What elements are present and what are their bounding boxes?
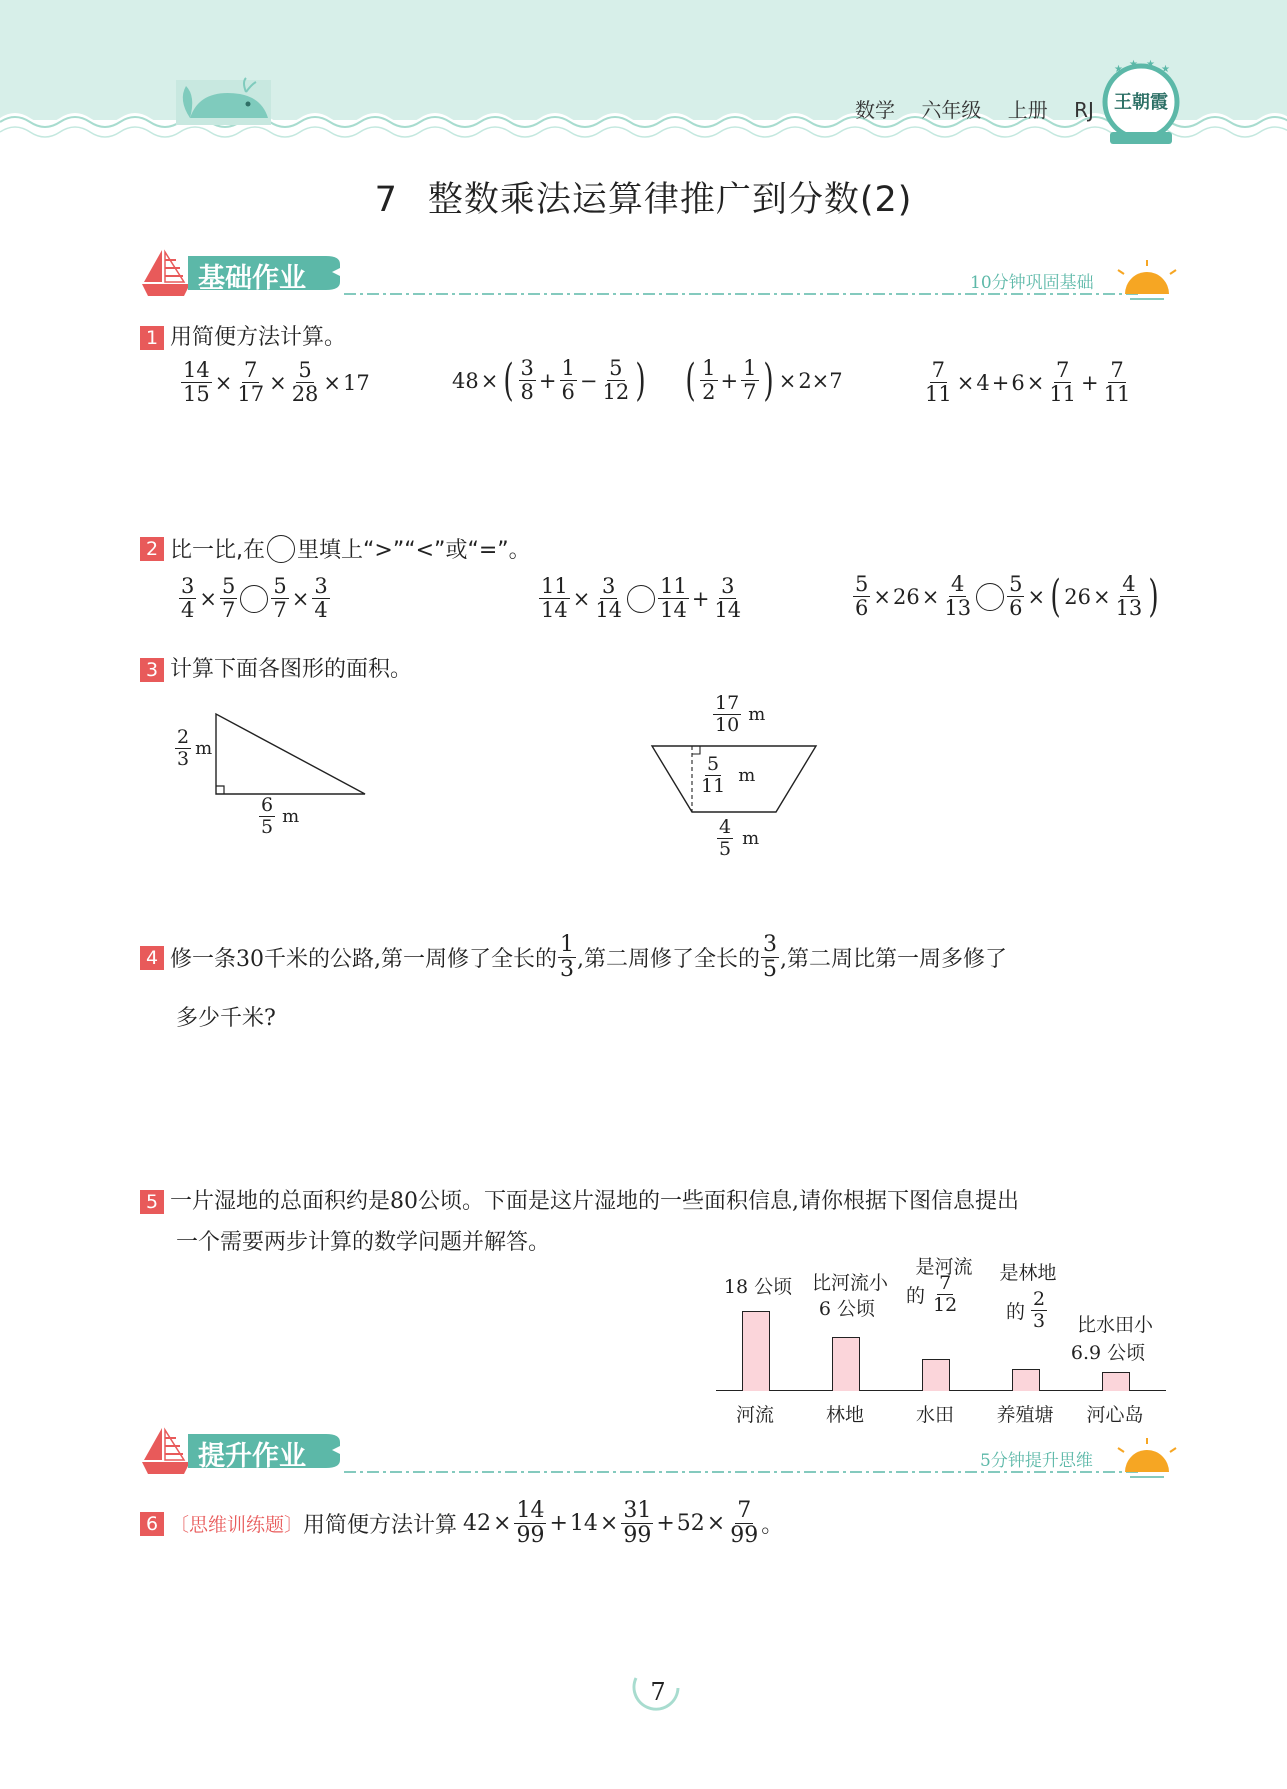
circle-blank-icon [267,535,295,563]
frac-num: 11 [660,574,687,598]
frac-den: 14 [541,598,568,622]
frac-num: 4 [1122,572,1136,596]
sun-icon [1118,260,1176,302]
factor: 26 [1064,584,1091,609]
sailboat-icon [142,1428,190,1474]
frac-den: 11 [1103,382,1131,406]
frac-den: 14 [595,598,623,622]
triangle-height-label [174,728,212,769]
frac-num: 5 [1009,572,1023,596]
factor: 48 [452,368,479,393]
header-band [0,0,1287,155]
answer-circle[interactable] [627,585,655,613]
header-volume: 上册 [1007,98,1048,122]
frac-num: 7 [1110,358,1124,382]
factor: 4 [976,370,990,395]
frac-den: 5 [719,838,732,860]
whale-icon [176,78,271,125]
frac-den: 7 [743,380,757,404]
frac-den: 4 [314,598,328,622]
annotation-pond-a: 是林地 [999,1262,1057,1284]
page-title [0,172,1287,222]
trapezoid-bottom-label [716,818,759,859]
annotation-pond-b: 的 [1006,1301,1026,1323]
frac-num: 14 [516,1498,545,1523]
frac-den: 10 [715,714,740,736]
q6-tag: 〔思维训练题〕 [170,1514,304,1536]
annotation-forest-a: 比河流小 [811,1272,888,1294]
q2-prompt [140,533,531,564]
q6-line: 6 〔思维训练题〕 用简便方法计算 42 × $\frac{14}{99}$ + 14 × $\frac{31}{99}$ + 52 × $\frac{7}{99}$ 。 [140,1500,783,1547]
frac-den: 13 [1115,596,1143,620]
frac-den: 2 [702,380,716,404]
frac-den: 99 [516,1523,545,1548]
trapezoid-top-label [712,694,765,735]
frac-num: 2 [1033,1288,1046,1310]
frac-den: 4 [181,598,195,622]
frac-den: 7 [221,598,236,622]
q2-number: 2 [140,537,164,561]
svg-text:★: ★ [1146,59,1155,70]
frac-num: 3 [763,932,777,957]
frac-num: 3 [314,574,328,598]
trapezoid-height-label [698,755,755,796]
frac-den: 12 [933,1294,958,1316]
frac-num: 14 [183,358,210,382]
chart-bar [1012,1369,1040,1391]
q6-end: 。 [761,1513,784,1538]
section-advanced-label: 提升作业 [198,1441,306,1472]
q2-compare-3: $\frac{5}{6}$ × 26 × $\frac{4}{13}$ $\frac{5}{6}$ × ( 26 × $\frac{4}{13}$ ) [855,570,1160,622]
q5-number: 5 [140,1190,164,1214]
annotation-island-b: 6.9 公顷 [1070,1342,1146,1364]
unit: m [195,738,213,759]
frac-den: 99 [623,1523,652,1548]
chart-bar [832,1337,860,1391]
frac-num: 17 [715,692,740,714]
q1-expr-4: $\frac{7}{11}$ × 4 + 6 × $\frac{7}{11}$ + $\frac{7}{11}$ [925,358,1131,406]
chart-category-label: 林地 [825,1404,864,1426]
lesson-title: 整数乘法运算律推广到分数(2) [427,180,913,220]
triangle-base-label [258,796,299,837]
frac-den: 6 [1009,596,1023,620]
q1-number: 1 [140,326,164,350]
unit: m [282,806,300,827]
frac-den: 99 [730,1523,759,1548]
frac-num: 5 [707,753,720,775]
annotation-paddy-a: 是河流 [915,1256,973,1278]
answer-circle[interactable] [976,583,1004,611]
q2-compare-2: $\frac{11}{14}$ × $\frac{3}{14}$ $\frac{11}{14}$ + $\frac{3}{14}$ [541,574,742,622]
q4-text-a: 修一条30千米的公路,第一周修了全长的 [170,947,557,972]
frac-den: 7 [273,598,287,622]
annotation-pond-frac [1006,1290,1048,1331]
frac-num: 7 [244,358,258,382]
brand-badge [1100,58,1182,150]
triangle-figure [210,710,370,800]
q3-text: 计算下面各图形的面积。 [170,657,413,682]
section-basic-label: 基础作业 [198,263,306,294]
q1-prompt [140,320,346,351]
header-grade: 六年级 [921,98,982,122]
header-subject: 数学 [855,98,895,122]
q5-line-2: 一个需要两步计算的数学问题并解答。 [176,1230,551,1255]
annotation-paddy-frac [906,1274,960,1315]
frac-den: 11 [701,775,726,797]
unit: m [738,765,756,786]
q6-text: 用简便方法计算 [303,1513,458,1538]
unit: m [742,828,760,849]
q2-text-b: 里填上“>”“<”或“=”。 [297,538,531,563]
frac-den: 5 [763,957,777,982]
frac-num: 11 [541,574,568,598]
lesson-number: 7 [374,180,398,220]
section-basic-time: 10分钟巩固基础 [970,273,1094,293]
frac-num: 7 [931,358,946,382]
annotation-paddy-b: 的 [906,1285,926,1307]
sailboat-icon [142,250,190,296]
factor: 42 [463,1511,492,1536]
q4-number: 4 [140,946,164,970]
frac-num: 2 [177,726,190,748]
factor: 2×7 [798,368,843,393]
svg-text:★: ★ [1129,59,1138,70]
chart-category-label: 养殖塘 [996,1404,1054,1426]
q2-compare-1: $\frac{3}{4}$ × $\frac{5}{7}$ $\frac{5}{7}$ × $\frac{3}{4}$ [181,574,328,622]
svg-text:★: ★ [1161,64,1170,75]
frac-num: 7 [1055,358,1070,382]
frac-num: 3 [721,574,735,598]
unit: m [748,704,766,725]
frac-num: 4 [951,572,965,596]
header-meta [855,94,1114,123]
frac-den: 14 [714,598,742,622]
frac-den: 3 [177,748,190,770]
brand-badge-text: 王朝霞 [1114,92,1168,113]
chart-category-label: 河心岛 [1086,1404,1144,1426]
factor: 17 [343,370,370,395]
frac-num: 3 [181,574,195,598]
annotation-river: 18 公顷 [723,1276,793,1298]
chart-bar [1102,1372,1130,1391]
chart-category-label: 水田 [915,1404,954,1426]
frac-den: 14 [660,598,687,622]
q3-prompt [140,652,412,683]
frac-num: 4 [719,816,732,838]
frac-num: 5 [273,574,287,598]
wetland-bar-chart [716,1258,1166,1428]
q6-number: 6 [140,1512,164,1536]
q4-line-1 [140,934,1007,981]
q5-text-1: 一片湿地的总面积约是80公顷。下面是这片湿地的一些面积信息,请你根据下图信息提出 [170,1189,1019,1214]
chart-category-label: 河流 [735,1404,774,1426]
factor: 6 [1011,370,1025,395]
frac-den: 13 [944,596,972,620]
sun-icon [1118,1438,1176,1480]
page-number: 7 [650,1678,666,1706]
frac-den: 3 [560,957,574,982]
frac-num: 1 [561,356,575,380]
frac-num: 5 [221,574,236,598]
frac-num: 3 [520,356,534,380]
frac-den: 8 [520,380,534,404]
svg-text:★: ★ [1114,64,1123,75]
frac-num: 1 [560,932,574,957]
frac-den: 6 [561,380,575,404]
frac-den: 6 [855,596,869,620]
q1-expr-3: ( $\frac{1}{2}$ + $\frac{1}{7}$ ) × 2×7 [685,354,843,406]
frac-num: 7 [939,1272,952,1294]
section-advanced-time: 5分钟提升思维 [980,1451,1093,1471]
frac-den: 3 [1033,1310,1046,1332]
frac-num: 3 [602,574,616,598]
q4-line-2: 多少千米? [176,1006,276,1031]
frac-num: 1 [743,356,757,380]
factor: 14 [569,1511,598,1536]
q5-line-1 [140,1184,1019,1215]
factor: 26 [892,584,920,609]
frac-den: 5 [261,816,274,838]
q3-number: 3 [140,658,164,682]
frac-num: 7 [737,1498,752,1523]
q1-text: 用简便方法计算。 [170,325,347,350]
q2-text-a: 比一比,在 [170,538,265,563]
frac-den: 28 [291,382,319,406]
chart-bar [742,1311,770,1391]
frac-num: 6 [261,794,274,816]
frac-den: 12 [602,380,630,404]
header-edition: RJ [1074,98,1094,122]
frac-num: 5 [609,356,623,380]
annotation-forest-b: 6 公顷 [818,1298,876,1320]
factor: 52 [676,1511,705,1536]
answer-circle[interactable] [240,585,268,613]
q4-text-c: ,第二周比第一周多修了 [780,947,1007,972]
frac-num: 31 [623,1498,652,1523]
q1-expr-1: $\frac{14}{15}$ × $\frac{7}{17}$ × $\frac{5}{28}$ × 17 [183,358,370,406]
frac-num: 5 [298,358,312,382]
frac-num: 5 [855,572,869,596]
frac-den: 17 [237,382,265,406]
annotation-island-a: 比水田小 [1076,1314,1153,1336]
chart-bar [922,1359,950,1391]
frac-num: 1 [702,356,716,380]
frac-den: 11 [1049,382,1077,406]
frac-den: 15 [183,382,210,406]
frac-den: 11 [925,382,952,406]
q4-text-b: ,第二周修了全长的 [577,947,760,972]
q1-expr-2: 48 × ( $\frac{3}{8}$ + $\frac{1}{6}$ − $\frac{5}{12}$ ) [452,354,646,406]
